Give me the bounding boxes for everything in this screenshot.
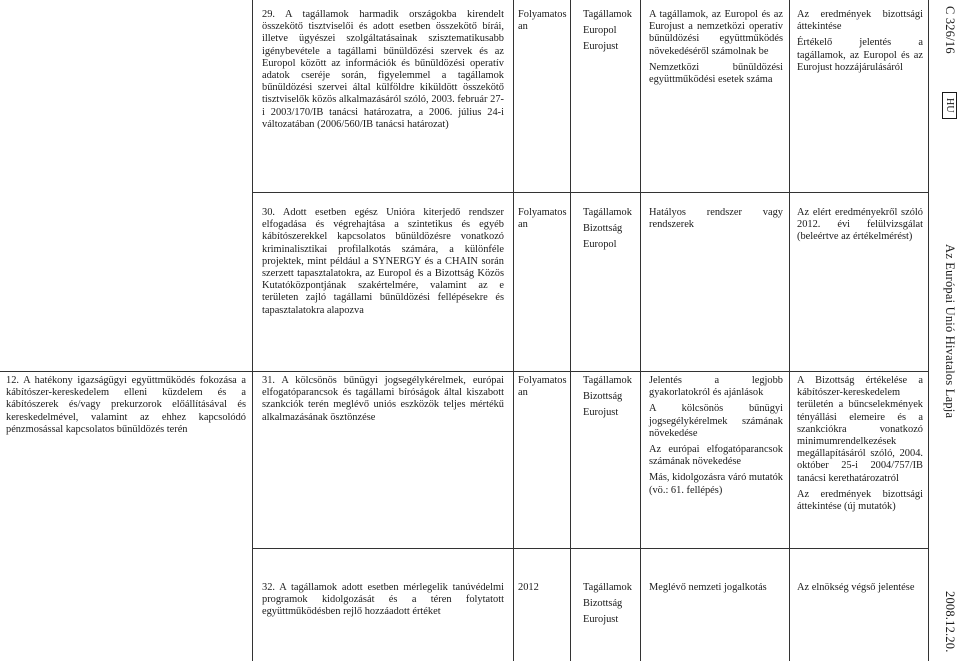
responsible-item: Tagállamok <box>583 375 632 386</box>
column-divider <box>252 0 253 661</box>
responsible-item: Bizottság <box>583 223 623 235</box>
evaluation-cell <box>797 9 923 78</box>
evaluation-cell <box>797 375 923 517</box>
indicator-text: A kölcsönös bűnügyi jogsegélykérelmek számának növekedése <box>649 403 783 439</box>
responsible-item: Eurojust <box>583 41 619 53</box>
evaluation-text: Az eredmények bizottsági áttekintése (új mutatók) <box>797 488 923 513</box>
responsible-cell <box>583 582 639 627</box>
publication-date: 2008.12.20. <box>943 591 957 653</box>
evaluation-text: Az elért eredményekről szóló 2012. évi felülvizsgálat (beleértve az értékelmérést) <box>797 207 923 243</box>
schedule-text: Folyamatosan <box>518 207 567 231</box>
goal-text: A hatékony igazságügyi együttműködés fokozása a kábítószer-kereskedelem elleni küzdelem és a kábítószerek és/vagy prekurzorok előállításával és kereskedelmével, valamint az ehhez kapcsolódó pénzmosással kapcsolatos bűnüldözés terén <box>6 375 246 435</box>
schedule-cell <box>518 375 568 399</box>
action-number: 31. <box>262 375 275 386</box>
goal-number: 12. <box>6 375 19 386</box>
action-number: 32. <box>262 582 275 593</box>
evaluation-text: Értékelő jelentés a tagállamok, az Europol és az Eurojust hozzájárulásáról <box>797 37 923 73</box>
table-right-edge <box>928 0 929 661</box>
responsible-item: Tagállamok <box>583 207 632 218</box>
responsible-item: Tagállamok <box>583 9 632 20</box>
action-text: A tagállamok adott esetben mérlegelik tanúvédelmi programok kidolgozását és a téren folytatott együttműködésben rejlő hozzáadott értéket <box>262 582 504 618</box>
column-divider <box>513 0 514 661</box>
action-number: 30. <box>262 207 275 218</box>
indicator-text: Nemzetközi bűnüldözési együttműködési esetek száma <box>649 61 783 86</box>
responsible-cell <box>583 9 639 54</box>
responsible-item: Europol <box>583 239 617 251</box>
responsible-item: Bizottság <box>583 391 623 403</box>
journal-title: Az Európai Unió Hivatalos Lapja <box>943 244 957 419</box>
responsible-item: Eurojust <box>583 614 619 626</box>
action-cell <box>262 582 504 619</box>
responsible-item: Tagállamok <box>583 582 632 593</box>
action-number: 29. <box>262 9 275 20</box>
indicator-text: A tagállamok, az Europol és az Eurojust a nemzetközi operatív bűnüldözési együttműködés növekedéséről számolnak be <box>649 9 783 57</box>
responsible-item: Europol <box>583 25 617 37</box>
schedule-cell <box>518 9 568 33</box>
column-divider <box>789 0 790 661</box>
responsible-item: Bizottság <box>583 598 623 610</box>
indicators-cell <box>649 375 783 501</box>
language-badge: HU <box>942 92 958 119</box>
action-text: A tagállamok harmadik országokba kirendelt összekötő tisztviselői és adott esetben összekötő bírái, illetve ügyészei szolgáltatásainak szisztematikusabb igénybevétele a tagállami bűnüldözési szervek és az Europol között az információk és bűnüldözési operatív adatok cseréje során, figyelemmel a tagállamok bűnüldözési szervei által külföldre kiküldött összekötő tisztviselők közös alkalmazásáról szóló, 2003. február 27-i 2003/170/IB tanácsi határozatra, a 2006. július 24-i változatában (2006/560/IB tanácsi határozat) <box>262 9 504 130</box>
responsible-cell <box>583 375 639 420</box>
schedule-text: Folyamatosan <box>518 9 567 33</box>
action-cell <box>262 207 504 317</box>
evaluation-text: Az eredmények bizottsági áttekintése <box>797 9 923 33</box>
column-divider <box>640 0 641 661</box>
action-cell <box>262 9 504 131</box>
action-text: Adott esetben egész Unióra kiterjedő rendszer elfogadása és végrehajtása a szintetikus és egyéb kábítószerekkel kapcsolatos bűnüldözésre vonatkozó kriminalisztikai profilalkotás számára, a különféle projektek, mint például a SYNERGY és a CHAIN során szerzett tapasztalatokra, az Europol és a Bizottság Közös Kutatóközpontjának szakértelmére, valamint az e területen zajló tagállami bűnüldözési fellépésekre és tapasztalatokra alapozva <box>262 207 504 316</box>
schedule-cell <box>518 207 568 231</box>
indicators-cell <box>649 9 783 90</box>
doc-reference: C 326/16 <box>943 6 957 54</box>
goal-cell <box>6 375 246 436</box>
row-divider <box>252 192 929 193</box>
indicator-text: Az európai elfogatóparancsok számának növekedése <box>649 444 783 468</box>
evaluation-cell <box>797 207 923 248</box>
schedule-cell <box>518 582 568 594</box>
evaluation-text: Az elnökség végső jelentése <box>797 582 915 593</box>
indicator-text: Jelentés a legjobb gyakorlatokról és ajánlások <box>649 375 783 399</box>
indicator-text: Hatályos rendszer vagy rendszerek <box>649 207 783 231</box>
row-divider <box>0 371 929 372</box>
row-divider <box>252 548 929 549</box>
indicator-text: Más, kidolgozásra váró mutatók (vö.: 61. fellépés) <box>649 472 783 496</box>
responsible-cell <box>583 207 639 252</box>
indicators-cell <box>649 582 783 598</box>
evaluation-text: A Bizottság értékelése a kábítószer-kereskedelem területén a bűncselekmények tényállási elemeire és a szankciókra vonatkozó minimumrendelkezések megállapításáról szóló, 2004. október 25-i 2004/757/IB tanácsi kerethatározatról <box>797 375 923 484</box>
responsible-item: Eurojust <box>583 407 619 419</box>
column-divider <box>570 0 571 661</box>
schedule-text: 2012 <box>518 582 539 593</box>
indicators-cell <box>649 207 783 235</box>
evaluation-cell <box>797 582 923 598</box>
action-text: A kölcsönös bűnügyi jogsegélykérelmek, európai elfogatóparancsok és tagállami bíróságok által kiszabott szankciók terén meglévő uniós eszközök teljes mértékű alkalmazásának ösztönzése <box>262 375 504 423</box>
indicator-text: Meglévő nemzeti jogalkotás <box>649 582 767 593</box>
action-cell <box>262 375 504 424</box>
schedule-text: Folyamatosan <box>518 375 567 399</box>
